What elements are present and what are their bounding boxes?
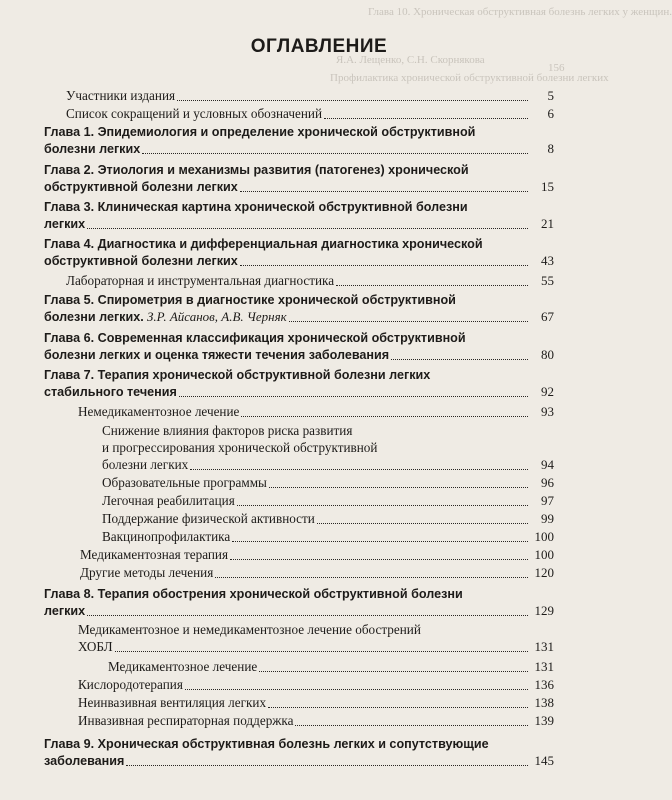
toc-entry[interactable]: [44, 736, 554, 770]
toc-entry-text: Глава 6. Современная классификация хронической обструктивной: [44, 331, 466, 345]
toc-page-number: 43: [541, 253, 554, 268]
dot-leader: [87, 227, 528, 229]
toc-page-number: 5: [547, 88, 554, 103]
toc-page-number: 120: [534, 565, 554, 580]
toc-entry-text: заболевания: [44, 754, 125, 768]
toc-entry-text: легких: [44, 217, 86, 231]
toc-page-number: 99: [541, 511, 554, 526]
dot-leader: [185, 688, 528, 690]
toc-entry[interactable]: [44, 236, 554, 270]
dot-leader: [215, 576, 528, 578]
dot-leader: [240, 264, 528, 266]
toc-entry-text: и прогрессирования хронической обструктивной: [102, 440, 378, 455]
toc-page-number: 92: [541, 384, 554, 399]
dot-leader: [126, 764, 528, 766]
toc-entry-text: Медикаментозное лечение: [108, 659, 258, 674]
toc-page-number: 6: [547, 106, 554, 121]
toc-entry[interactable]: [44, 330, 554, 364]
toc-page-number: 136: [534, 677, 554, 692]
toc-entry-text: Глава 4. Диагностика и дифференциальная диагностика хронической: [44, 237, 483, 251]
toc-entry[interactable]: [44, 106, 554, 123]
toc-entry-text: обструктивной болезни легких: [44, 254, 238, 268]
toc-entry-text: Вакцинопрофилактика: [102, 529, 231, 544]
toc-entry-text: Глава 5. Спирометрия в диагностике хронической обструктивной: [44, 293, 456, 307]
dot-leader: [336, 284, 528, 286]
toc-entry-text: Снижение влияния факторов риска развития: [102, 423, 353, 438]
toc-page-number: 129: [534, 603, 554, 618]
toc-page-number: 8: [547, 141, 554, 156]
toc-entry-text: Глава 2. Этиология и механизмы развития (патогенез) хронической: [44, 163, 469, 177]
toc-page-number: 131: [534, 659, 554, 674]
toc-entry[interactable]: [44, 423, 554, 474]
toc-entry-text: Образовательные программы: [102, 475, 267, 490]
toc-entry[interactable]: [44, 199, 554, 233]
dot-leader: [115, 650, 528, 652]
toc-entry[interactable]: [44, 677, 554, 694]
toc-entry-text: Немедикаментозное лечение: [78, 404, 240, 419]
toc-page-number: 96: [541, 475, 554, 490]
toc-entry-text: Поддержание физической активности: [102, 511, 315, 526]
dot-leader: [177, 99, 528, 101]
toc-page-number: 97: [541, 493, 554, 508]
toc-entry-text: Легочная реабилитация: [102, 493, 235, 508]
toc-entry-author: З.Р. Айсанов, А.В. Черняк: [143, 309, 287, 324]
toc-entry[interactable]: [44, 124, 554, 158]
dot-leader: [324, 117, 528, 119]
dot-leader: [259, 670, 528, 672]
toc-page-number: 145: [534, 753, 554, 768]
toc-page-number: 100: [534, 547, 554, 562]
toc-entry-text: Неинвазивная вентиляция легких: [78, 695, 267, 710]
toc-entry[interactable]: [44, 547, 554, 564]
dot-leader: [295, 724, 528, 726]
toc-entry[interactable]: [44, 586, 554, 620]
toc-entry[interactable]: [44, 404, 554, 421]
toc-page-number: 94: [541, 457, 554, 472]
toc-page-number: 15: [541, 179, 554, 194]
toc-entry-text: Глава 1. Эпидемиология и определение хронической обструктивной: [44, 125, 476, 139]
dot-leader: [190, 468, 528, 470]
toc-entry[interactable]: [44, 511, 554, 528]
toc-entry[interactable]: [44, 529, 554, 546]
dot-leader: [317, 522, 528, 524]
toc-entry-text: Другие методы лечения: [80, 565, 214, 580]
bleed-through-text: Глава 10. Хроническая обструктивная болезнь легких у женщин.: [368, 6, 672, 18]
toc-entry-text: Глава 8. Терапия обострения хронической обструктивной болезни: [44, 587, 463, 601]
toc-entry-text: Участники издания: [66, 88, 176, 103]
toc-entry-text: Медикаментозная терапия: [80, 547, 229, 562]
toc-entry[interactable]: [44, 565, 554, 582]
toc-page-number: 93: [541, 404, 554, 419]
dot-leader: [240, 190, 528, 192]
toc-page-number: 21: [541, 216, 554, 231]
toc-page-number: 131: [534, 639, 554, 654]
toc-page-number: 138: [534, 695, 554, 710]
toc-entry[interactable]: [44, 367, 554, 401]
toc-entry-text: болезни легких: [102, 457, 189, 472]
toc-entry-text: болезни легких и оценка тяжести течения заболевания: [44, 348, 390, 362]
dot-leader: [269, 486, 528, 488]
toc-entry[interactable]: [44, 659, 554, 676]
dot-leader: [237, 504, 528, 506]
toc-page-number: 80: [541, 347, 554, 362]
dot-leader: [241, 415, 528, 417]
toc-entry[interactable]: [44, 162, 554, 196]
dot-leader: [289, 320, 528, 322]
toc-page-number: 67: [541, 309, 554, 324]
toc-page-number: 139: [534, 713, 554, 728]
toc-entry-text: болезни легких: [44, 142, 141, 156]
bleed-through-text: Я.А. Лещенко, С.Н. Скорнякова: [336, 54, 485, 66]
bleed-through-text: 156: [548, 62, 565, 74]
toc-entry-text: легких: [44, 604, 86, 618]
toc-entry[interactable]: [44, 622, 554, 656]
toc-entry-text: Кислородотерапия: [78, 677, 183, 692]
toc-entry-text: Глава 3. Клиническая картина хронической обструктивной болезни: [44, 200, 468, 214]
toc-entry-text: Глава 9. Хроническая обструктивная болезнь легких и сопутствующие: [44, 737, 489, 751]
dot-leader: [142, 152, 528, 154]
toc-entry[interactable]: [44, 493, 554, 510]
toc-entry[interactable]: [44, 713, 554, 730]
dot-leader: [87, 614, 528, 616]
toc-entry-text: обструктивной болезни легких: [44, 180, 238, 194]
toc-entry-text: Список сокращений и условных обозначений: [66, 106, 322, 121]
toc-entry[interactable]: [44, 273, 554, 290]
toc-entry-text: ХОБЛ: [78, 639, 113, 654]
toc-entry[interactable]: [44, 695, 554, 712]
dot-leader: [232, 540, 528, 542]
toc-page-number: 55: [541, 273, 554, 288]
toc-entry-text: Медикаментозное и немедикаментозное лечение обострений: [78, 622, 421, 637]
toc-entry[interactable]: [44, 88, 554, 105]
dot-leader: [268, 706, 528, 708]
toc-entry-text: Лабораторная и инструментальная диагностика: [66, 273, 335, 288]
page-title: ОГЛАВЛЕНИЕ: [250, 36, 388, 57]
dot-leader: [179, 395, 528, 397]
toc-entry-text: Глава 7. Терапия хронической обструктивной болезни легких: [44, 368, 431, 382]
toc-entry-text: Инвазивная респираторная поддержка: [78, 713, 294, 728]
toc-page-number: 100: [534, 529, 554, 544]
toc-entry-text: стабильного течения: [44, 385, 177, 399]
toc-entry-text: болезни легких.: [44, 310, 144, 324]
dot-leader: [391, 358, 528, 360]
toc-entry[interactable]: [44, 475, 554, 492]
dot-leader: [230, 558, 528, 560]
toc-entry[interactable]: [44, 292, 554, 326]
bleed-through-text: Профилактика хронической обструктивной болезни легких: [330, 72, 609, 84]
